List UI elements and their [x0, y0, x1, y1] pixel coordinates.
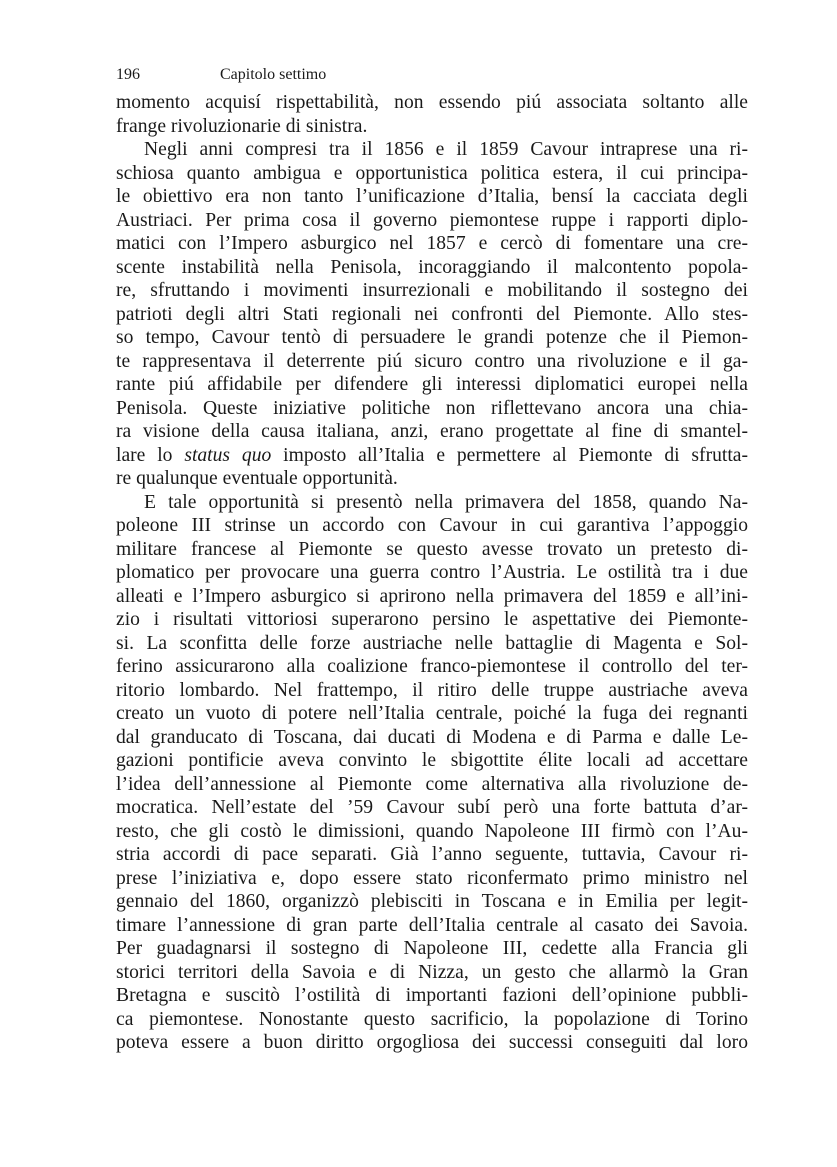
text-line: Bretagna e suscitò l’ostilità di importanti fazioni dell’opinione pubbli-	[116, 985, 748, 1006]
text-line: ritorio lombardo. Nel frattempo, il ritiro delle truppe austriache aveva	[116, 679, 748, 701]
text-line: si. La sconfitta delle forze austriache nelle battaglie di Magenta e Sol-	[116, 632, 748, 654]
text-line: storici territori della Savoia e di Nizza, un gesto che allarmò la Gran	[116, 961, 748, 983]
text-line: plomatico per provocare una guerra contro l’Austria. Le ostilità tra i due	[116, 562, 748, 583]
text-line: patrioti degli altri Stati regionali nei confronti del Piemonte. Allo stes-	[116, 303, 748, 325]
text-line: resto, che gli costò le dimissioni, quando Napoleone III firmò con l’Au-	[116, 820, 748, 842]
text-line: ferino assicurarono alla coalizione franco-piemontese il controllo del ter-	[116, 656, 748, 677]
text-line: Negli anni compresi tra il 1856 e il 1859 Cavour intraprese una ri-	[144, 139, 748, 160]
text-line: creato un vuoto di potere nell’Italia centrale, poiché la fuga dei regnanti	[116, 703, 748, 724]
chapter-title: Capitolo settimo	[220, 66, 327, 83]
text-line: timare l’annessione di gran parte dell’Italia centrale al casato dei Savoia.	[116, 914, 748, 936]
text-line: dal granducato di Toscana, dai ducati di Modena e di Parma e dalle Le-	[116, 726, 748, 748]
text-line: Austriaci. Per prima cosa il governo piemontese ruppe i rapporti diplo-	[116, 209, 748, 231]
text-line: gazioni pontificie aveva convinto le sbigottite élite locali ad accettare	[116, 750, 748, 771]
text-line: militare francese al Piemonte se questo avesse trovato un pretesto di-	[116, 538, 748, 560]
text-segment: lare lo	[116, 444, 185, 466]
text-line: gennaio del 1860, organizzò plebisciti in Toscana e in Emilia per legit-	[116, 891, 748, 912]
book-page	[116, 64, 748, 1055]
text-line: l’idea dell’annessione al Piemonte come alternativa alla rivoluzione de-	[116, 773, 748, 795]
text-line: le obiettivo era non tanto l’unificazione d’Italia, bensí la cacciata degli	[116, 186, 748, 207]
text-line: zio i risultati vittoriosi superarono persino le aspettative dei Piemonte-	[116, 609, 748, 630]
text-line: ra visione della causa italiana, anzi, erano progettate al fine di smantel-	[116, 421, 748, 442]
text-line: alleati e l’Impero asburgico si aprirono nella primavera del 1859 e all’ini-	[116, 585, 748, 607]
text-line: prese l’iniziativa e, dopo essere stato riconfermato primo ministro nel	[116, 867, 748, 889]
text-line: ca piemontese. Nonostante questo sacrificio, la popolazione di Torino	[116, 1008, 748, 1030]
text-line: stria accordi di pace separati. Già l’anno seguente, tuttavia, Cavour ri-	[116, 844, 748, 865]
page-number: 196	[116, 66, 140, 83]
text-line-italic	[116, 444, 748, 468]
text-line: momento acquisí rispettabilità, non essendo piú associata soltanto alle	[116, 92, 748, 113]
text-line: frange rivoluzionarie di sinistra.	[116, 115, 368, 137]
italic-term: status quo	[184, 444, 272, 466]
text-line: so tempo, Cavour tentò di persuadere le grandi potenze che il Piemon-	[116, 327, 748, 348]
text-line: Per guadagnarsi il sostegno di Napoleone III, cedette alla Francia gli	[116, 938, 748, 959]
text-line: schiosa quanto ambigua e opportunistica politica estera, il cui principa-	[116, 162, 748, 184]
text-line: scente instabilità nella Penisola, incoraggiando il malcontento popola-	[116, 256, 748, 278]
text-line: re qualunque eventuale opportunità.	[116, 468, 398, 489]
text-line: rante piú affidabile per difendere gli interessi diplomatici europei nella	[116, 374, 748, 395]
text-line: Penisola. Queste iniziative politiche non riflettevano ancora una chia-	[116, 397, 748, 419]
text-line: te rappresentava il deterrente piú sicuro contro una rivoluzione e il ga-	[116, 350, 748, 372]
text-line: matici con l’Impero asburgico nel 1857 e cercò di fomentare una cre-	[116, 233, 748, 254]
text-line: re, sfruttando i movimenti insurrezionali e mobilitando il sostegno dei	[116, 280, 748, 301]
text-segment: imposto all’Italia e permettere al Piemonte di sfrutta-	[271, 444, 748, 466]
text-line: mocratica. Nell’estate del ’59 Cavour subí però una forte battuta d’ar-	[116, 797, 748, 818]
running-head	[116, 64, 748, 86]
text-line: poleone III strinse un accordo con Cavour in cui garantiva l’appoggio	[116, 515, 748, 536]
text-line: E tale opportunità si presentò nella primavera del 1858, quando Na-	[144, 491, 748, 513]
text-line: poteva essere a buon diritto orgogliosa dei successi conseguiti dal loro	[116, 1032, 748, 1053]
body-text	[116, 91, 748, 1055]
